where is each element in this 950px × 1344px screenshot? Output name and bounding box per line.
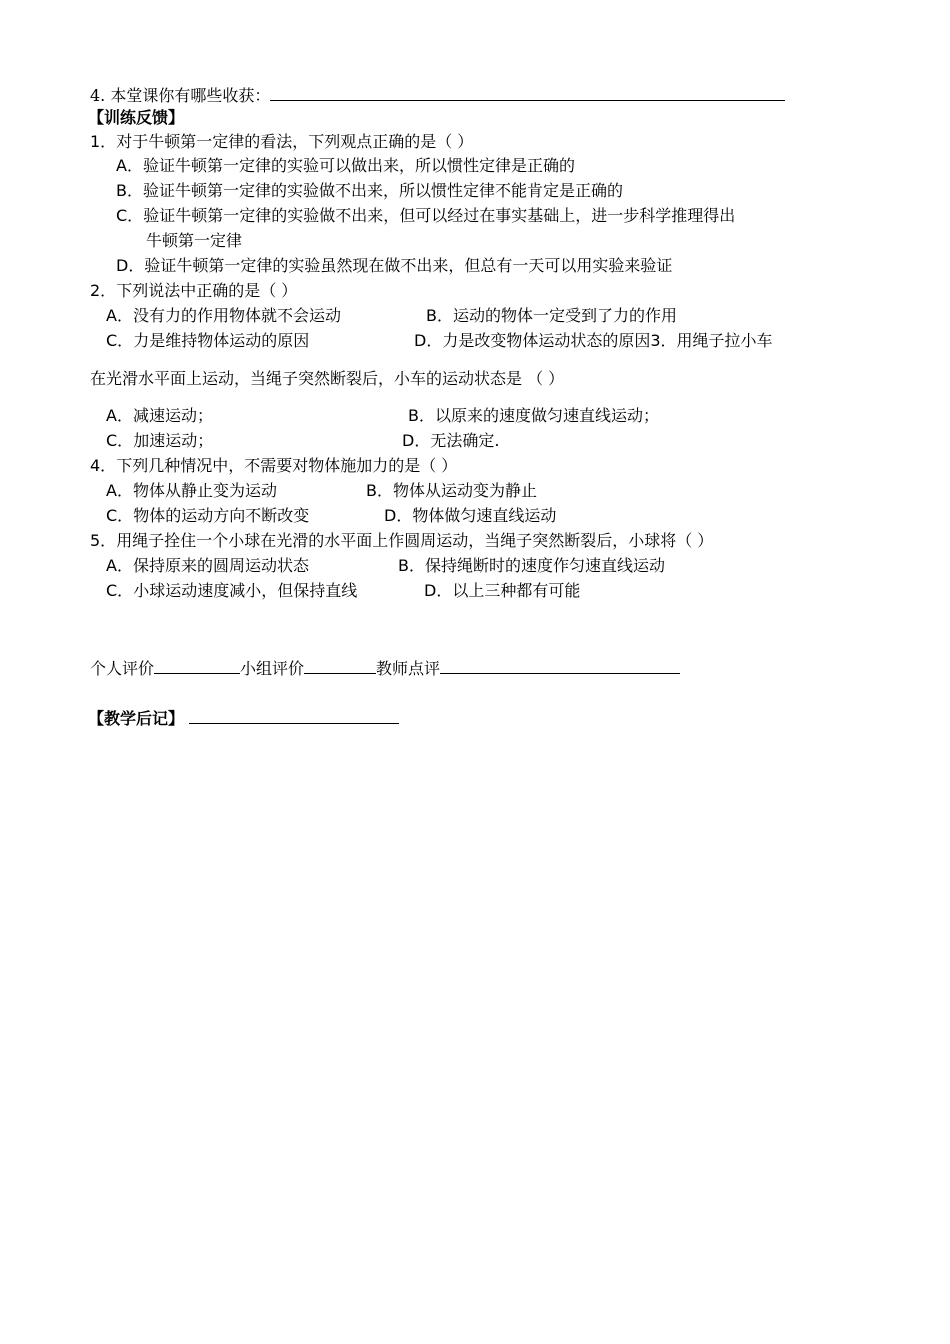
q3-d-letter: D． — [402, 431, 431, 450]
q1-c-text: 验证牛顿第一定律的实验做不出来，但可以经过在事实基础上，进一步科学推理得出 — [143, 206, 736, 225]
teacher-comment-label: 教师点评 — [376, 659, 441, 678]
q2-number: 2． — [90, 281, 117, 300]
q2-d-text[interactable]: 力是改变物体运动状态的原因 — [442, 331, 651, 350]
q1-text: 对于牛顿第一定律的看法，下列观点正确的是（ ） — [116, 132, 474, 151]
q2-c-letter: C． — [106, 331, 134, 350]
q1-a-text: 验证牛顿第一定律的实验可以做出来，所以惯性定律是正确的 — [142, 156, 575, 175]
q5-b-letter: B． — [398, 556, 425, 575]
q2-option-d-and-q3-start — [414, 330, 773, 352]
q5-d-text: 以上三种都有可能 — [452, 581, 581, 600]
gains-answer-field[interactable] — [270, 83, 785, 101]
q2-text: 下列说法中正确的是（ ） — [116, 281, 298, 300]
q1-option-b[interactable] — [116, 180, 623, 202]
gains-row — [90, 83, 785, 107]
q2-option-b[interactable] — [426, 305, 677, 327]
question-5 — [90, 530, 713, 552]
q1-option-c-continued: 牛顿第一定律 — [146, 231, 243, 250]
q3-text-part1: 用绳子拉小车 — [676, 331, 773, 350]
q4-c-letter: C． — [106, 506, 134, 525]
q3-c-text: 加速运动； — [133, 431, 214, 450]
evaluation-row — [90, 656, 680, 680]
q4-option-c[interactable] — [106, 505, 309, 527]
q2-a-text: 没有力的作用物体就不会运动 — [132, 306, 341, 325]
group-eval-label: 小组评价 — [240, 659, 305, 678]
q2-option-c[interactable] — [106, 330, 309, 352]
postscript-label: 【教学后记】 — [88, 709, 185, 728]
q1-option-c[interactable] — [116, 205, 735, 227]
q4-option-b[interactable] — [366, 480, 537, 502]
q3-a-text: 减速运动； — [132, 406, 213, 425]
q4-a-letter: A． — [106, 481, 133, 500]
q4-option-a[interactable] — [106, 480, 277, 502]
q1-c-letter: C． — [116, 206, 144, 225]
q4-text: 下列几种情况中，不需要对物体施加力的是（ ） — [116, 456, 458, 475]
q2-b-letter: B． — [426, 306, 453, 325]
q2-b-text: 运动的物体一定受到了力的作用 — [452, 306, 677, 325]
question-4 — [90, 455, 457, 477]
q4-option-d[interactable] — [384, 505, 556, 527]
group-eval-field[interactable] — [304, 656, 376, 674]
q3-text-part2: 在光滑水平面上运动，当绳子突然断裂后，小车的运动状态是 （ ） — [90, 369, 565, 388]
q5-c-letter: C． — [106, 581, 134, 600]
q1-number: 1． — [90, 132, 117, 151]
q5-number: 5． — [90, 531, 117, 550]
question-2 — [90, 280, 297, 302]
q5-a-letter: A． — [106, 556, 133, 575]
q1-b-letter: B． — [116, 181, 143, 200]
q1-d-text: 验证牛顿第一定律的实验虽然现在做不出来，但总有一天可以用实验来验证 — [144, 256, 673, 275]
q3-d-text: 无法确定. — [430, 431, 500, 450]
q3-option-c[interactable] — [106, 430, 213, 452]
section-title: 【训练反馈】 — [88, 108, 185, 127]
personal-eval-field[interactable] — [154, 656, 240, 674]
q5-c-text: 小球运动速度减小，但保持直线 — [133, 581, 358, 600]
q2-c-text: 力是维持物体运动的原因 — [133, 331, 310, 350]
q5-text: 用绳子拴住一个小球在光滑的水平面上作圆周运动，当绳子突然断裂后，小球将（ ） — [116, 531, 714, 550]
q1-option-d[interactable] — [116, 255, 672, 277]
q2-a-letter: A． — [106, 306, 133, 325]
q4-d-letter: D． — [384, 506, 413, 525]
q4-a-text: 物体从静止变为运动 — [132, 481, 277, 500]
q3-option-a[interactable] — [106, 405, 213, 427]
q3-number: 3． — [650, 331, 677, 350]
q4-b-text: 物体从运动变为静止 — [392, 481, 537, 500]
gains-label: 4. 本堂课你有哪些收获： — [90, 86, 271, 105]
teacher-comment-field[interactable] — [440, 656, 680, 674]
q5-d-letter: D． — [424, 581, 453, 600]
q5-a-text: 保持原来的圆周运动状态 — [132, 556, 309, 575]
q4-b-letter: B． — [366, 481, 393, 500]
q3-option-b[interactable] — [408, 405, 659, 427]
postscript-field[interactable] — [189, 706, 399, 724]
q4-number: 4． — [90, 456, 117, 475]
question-1 — [90, 131, 473, 153]
q3-c-letter: C． — [106, 431, 134, 450]
q3-a-letter: A． — [106, 406, 133, 425]
q5-option-c[interactable] — [106, 580, 357, 602]
personal-eval-label: 个人评价 — [90, 659, 155, 678]
q1-a-letter: A． — [116, 156, 143, 175]
q1-b-text: 验证牛顿第一定律的实验做不出来，所以惯性定律不能肯定是正确的 — [142, 181, 623, 200]
q4-d-text: 物体做匀速直线运动 — [412, 506, 557, 525]
q3-b-letter: B． — [408, 406, 435, 425]
q3-b-text: 以原来的速度做匀速直线运动； — [434, 406, 659, 425]
q3-option-d[interactable] — [402, 430, 499, 452]
q2-d-letter: D． — [414, 331, 443, 350]
q1-option-a[interactable] — [116, 155, 575, 177]
q5-option-b[interactable] — [398, 555, 665, 577]
q4-c-text: 物体的运动方向不断改变 — [133, 506, 310, 525]
q2-option-a[interactable] — [106, 305, 341, 327]
q1-d-letter: D． — [116, 256, 145, 275]
q5-option-a[interactable] — [106, 555, 309, 577]
postscript-row — [88, 706, 399, 730]
q5-b-text: 保持绳断时的速度作匀速直线运动 — [424, 556, 665, 575]
q5-option-d[interactable] — [424, 580, 580, 602]
